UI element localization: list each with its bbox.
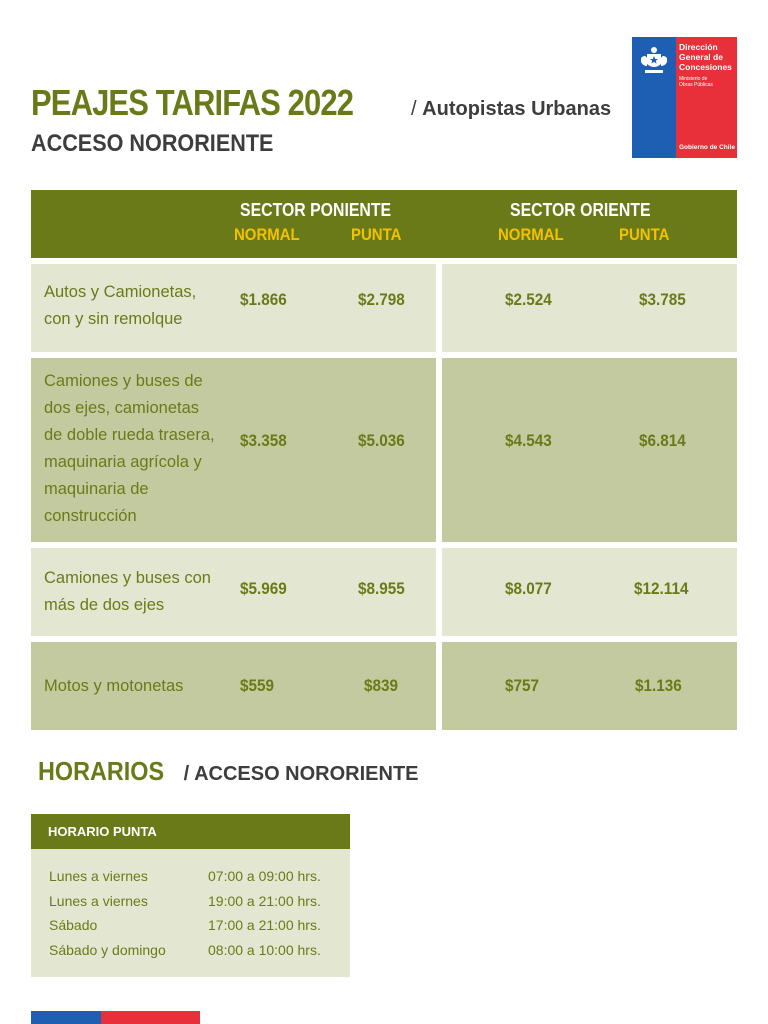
page-title-row [31, 82, 611, 124]
footer-red-bar [101, 1011, 200, 1024]
horarios-separator: / [178, 763, 195, 785]
schedule-time: 08:00 a 10:00 hrs. [208, 942, 321, 958]
horario-punta-title: HORARIO PUNTA [48, 824, 157, 839]
horarios-title: HORARIOS [38, 756, 165, 786]
page-title: PEAJES TARIFAS 2022 [31, 82, 354, 123]
footer-blue-bar [31, 1011, 101, 1024]
schedule-day: Sábado y domingo [49, 942, 166, 958]
schedule-day: Lunes a viernes [49, 893, 148, 909]
price-poniente-normal: $1.866 [240, 290, 287, 309]
oriente-normal-header: NORMAL [498, 225, 564, 244]
logo-ministry: Ministerio de Obras Públicas [679, 76, 713, 88]
category-label: Camiones y buses de dos ejes, camionetas de doble rueda trasera, maquinaria agrícola y maquinaria de construcción [44, 372, 215, 525]
logo-government-label: Gobierno de Chile [679, 144, 735, 151]
government-logo [632, 37, 737, 158]
price-poniente-punta: $2.798 [358, 290, 405, 309]
price-oriente-punta: $6.814 [639, 431, 686, 450]
price-poniente-punta: $839 [364, 676, 399, 695]
price-oriente-normal: $8.077 [505, 579, 552, 598]
price-oriente-normal: $4.543 [505, 431, 552, 450]
title-separator: / [405, 98, 423, 120]
sector-poniente-header: SECTOR PONIENTE [240, 200, 392, 220]
table-row-oriente [442, 642, 737, 730]
oriente-punta-header: PUNTA [619, 225, 670, 244]
schedule-time: 07:00 a 09:00 hrs. [208, 868, 321, 884]
coat-of-arms-icon [639, 44, 669, 76]
price-oriente-punta: $1.136 [635, 676, 682, 695]
category-label: Autos y Camionetas, con y sin remolque [44, 283, 197, 328]
price-poniente-punta: $5.036 [358, 431, 405, 450]
page-subtitle: Autopistas Urbanas [422, 98, 612, 120]
price-oriente-punta: $3.785 [639, 290, 686, 309]
sector-oriente-header: SECTOR ORIENTE [510, 200, 651, 220]
price-poniente-normal: $5.969 [240, 579, 287, 598]
schedule-time: 19:00 a 21:00 hrs. [208, 893, 321, 909]
schedule-time: 17:00 a 21:00 hrs. [208, 917, 321, 933]
logo-agency-name: Dirección General de Concesiones [679, 42, 732, 72]
poniente-normal-header: NORMAL [234, 225, 300, 244]
horarios-heading [38, 756, 419, 787]
category-label: Motos y motonetas [44, 677, 184, 695]
price-oriente-normal: $757 [505, 676, 540, 695]
price-poniente-normal: $3.358 [240, 431, 287, 450]
price-poniente-punta: $8.955 [358, 579, 405, 598]
schedule-day: Sábado [49, 917, 98, 933]
horarios-subtitle: ACCESO NORORIENTE [194, 763, 419, 785]
table-row-oriente [442, 358, 737, 542]
table-row-oriente [442, 264, 737, 352]
schedule-day: Lunes a viernes [49, 868, 148, 884]
price-oriente-punta: $12.114 [634, 579, 689, 598]
price-poniente-normal: $559 [240, 676, 275, 695]
category-label: Camiones y buses con más de dos ejes [44, 569, 211, 614]
access-heading: ACCESO NORORIENTE [31, 130, 274, 157]
price-oriente-normal: $2.524 [505, 290, 552, 309]
poniente-punta-header: PUNTA [351, 225, 402, 244]
table-row-oriente [442, 548, 737, 636]
